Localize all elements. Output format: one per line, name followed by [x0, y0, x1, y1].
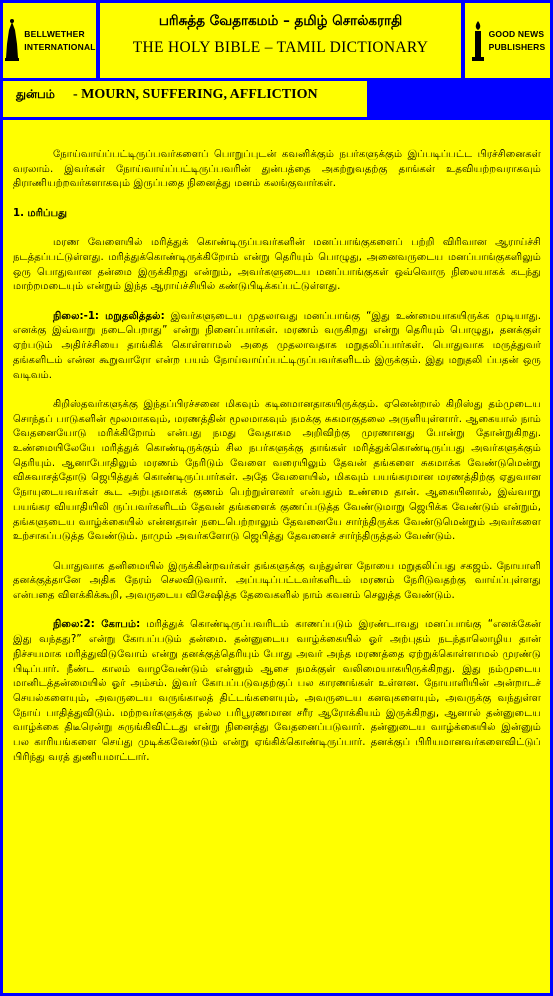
left-logo-line1: BELLWETHER — [24, 28, 85, 39]
stage1-label: நிலை:-1: மறுதலித்தல்: — [53, 310, 165, 322]
section-title: 1. மரிப்பது — [13, 207, 68, 219]
stage1-text: இவர்களுடைய முதலாவது மனப்பாங்கு “இது உண்மையாகயிருக்க முடியாது. எனக்கு இவ்வாறு நடைபெறாது” என்று நினைப்பார்கள். மரணம் வருகிறது என்று தெரியும் பொழுது, தனக்குள் ஏற்படும் அதிர்ச்சியை தாங்கிக் கொள்ளாமல் அதை முதலாவதாக மறுதலிப்பார்கள். பொதுவாக மருத்துவர் தங்களிடம் என்ன கூறுவாரோ என்ற பயம் நோய்வாய்ப்பட்டிருப்பவர்களிடம் இருக்கும். இது மறுதலி ப்பதன் ஒரு வடிவம். — [13, 310, 541, 381]
title-english: THE HOLY BIBLE – TAMIL DICTIONARY — [132, 39, 429, 56]
heading-english: - MOURN, SUFFERING, AFFLICTION — [72, 87, 318, 102]
stage2-paragraph — [13, 618, 541, 765]
good-news-logo — [465, 3, 550, 78]
alone-paragraph: பொதுவாக தனிமையில் இருக்கின்றவர்கள் தங்களுக்கு வந்துள்ள நோயை மறுதலிப்பது சகஜம். நோயாளி தனக்குத்தானே அதிக நேரம் செலவிடுவார். அப்படிப்பட்டவர்களிடம் மரணம் நேரிடுவதற்கு வாய்ப்புள்ளது என்பதை விளக்கிக்கூறி, அவருடைய விசேஷித்த தேவைகளில் நாம் கவனம் செலுத்த வேண்டும். — [13, 560, 541, 602]
right-logo-line1: GOOD NEWS — [488, 28, 545, 39]
stage1-paragraph — [13, 310, 541, 384]
title-tamil: பரிசுத்த வேதாகமம் – தமிழ் சொல்கராதி — [158, 13, 403, 29]
entry-body — [3, 120, 550, 993]
heading-tamil: துன்பம் — [16, 87, 55, 101]
left-logo-line2: INTERNATIONAL — [24, 41, 96, 52]
right-logo-line2: PUBLISHERS — [488, 41, 546, 52]
section1-paragraph: மரண வேளையில் மரித்துக் கொண்டிருப்பவர்களின் மனப்பாங்குகளைப் பற்றி விரிவான ஆராய்ச்சி நடத்தப்பட்டுள்ளது. மரித்துக்கொண்டிருக்கிறோம் என்று தெரியும் பொழுது, அனைவருடைய மனப்பாங்குகளிலும் ஒரு பொதுவான தன்மை இருக்கிறது என்றும், அவர்களுடைய மனப்பாங்குகள் ஒவ்வொரு நிலையாகக் கடந்து மாற்றமடையும் என்றும் இந்த ஆராய்ச்சியில் கண்டுபிடிக்கப்பட்டுள்ளது. — [13, 237, 541, 293]
stage2-text: மரித்துக் கொண்டிருப்பவரிடம் காணப்படும் இரண்டாவது மனப்பாங்கு “எனக்கேன் இது வந்தது?” என்று கோபப்படும் தன்மை. தன்னுடைய வாழ்க்கையில் ஓர் அற்புதம் நடந்தாலொழிய தான் நிச்சயமாக மரித்துவிடுவோம் என்று தனக்குத்தெரியும் போது அவர் அந்த மரணத்தை ஏற்றுக்கொள்ளாமல் முரண்டு பிடிப்பார். நீண்ட காலம் வாழவேண்டும் என்னும் ஆசை நமக்குள் வலிமையாகயிருக்கிறது. இது நம்முடைய மானிடத்தன்மையில் ஓர் அம்சம். இவர் கோபப்படுவதற்குப் பல காரணங்கள் உள்ளன. நோயாளியின் அன்றாடச் செயல்களையும், அவருடைய வருங்காலத் திட்டங்களையும், அவருடைய கனவுகளையும், அவருக்கு வந்துள்ள நோய் பாதித்துவிடும். மற்றவர்களுக்கு நல்ல பரிபூரணமான சரீர ஆரோக்கியம் இருக்கிறது, ஆனால் தன்னுடைய வாழ்க்கை திடீரென்று சுருங்கிவிட்டது என்று நினைத்து வேதனைப்படுவார். தன்னுடைய வாழ்க்கையில் இன்னும் பல காரியங்களை செய்து முடிக்கவேண்டும் என்று ஏங்கிக்கொண்டிருப்பார். தனக்குப் பிரியமானவர்களைவிட்டுப் பிரிந்து வரத் துணியமாட்டார். — [13, 619, 541, 763]
christians-paragraph: கிறிஸ்தவர்களுக்கு இந்தப்பிரச்சனை மிகவும் கடினமானதாகயிருக்கும். ஏனென்றால் கிறிஸ்து தம்முடைய சொந்தப் பாடுகளின் மூலமாகவும், மரணத்தின் மூலமாகவும் நமக்கு சுகமாகுதலை அருளியுள்ளார். ஆகையால் நாம் வேதனையோடு மரிக்கிறோம் என்பது நமது வேதாகம அறிவிற்கு முரணானது போன்று தோன்றுகிறது. உண்மையிலேயே மரித்துக் கொண்டிருக்கும் சில நபர்களுக்கு தாங்கள் மரித்துக்கொண்டிருப்பது அவர்களுக்கும் தெரியும். ஆனாபோதிலும் மரணம் நேரிடும் வேளை வரையிலும் தேவன் தங்களை சுகமாக்க வேண்டுமென்று விசுவாசத்தோடு ஜெபித்துக் கொண்டிருப்பார்கள். அதே வேளையில், மிகவும் பயங்கரமான மரணத்திற்கு ஏதுவான நோயுடையவர்கள் கூட அற்புதமாகக் குணம் பெற்றுள்ளனர் என்பதும் உண்மை தான். ஆகையினால், இவ்வாறு பயங்கர வியாதியிலி ருப்பவர்களிடம் தேவன் தங்களைக் குணப்படுத்த வேண்டுமாறு ஜெபிக்க வேண்டும் என்றும், தங்களுடைய வாழ்க்கையில் என்னதான் நடைபெற்றாலும் தேவனையே சார்ந்திருக்க வேண்டுமென்றும் அவர்களை உற்சாகப்படுத்த வேண்டும். நாமும் அவர்களோடு ஜெபித்து தேவனைச் சார்ந்திருத்தல் வேண்டும். — [13, 398, 541, 543]
entry-heading — [3, 81, 367, 117]
title-banner — [100, 3, 461, 78]
bellwether-icon — [3, 18, 21, 64]
candle-icon — [470, 19, 486, 63]
bellwether-logo — [3, 3, 96, 78]
stage2-label: நிலை:2: கோபம்: — [53, 619, 141, 631]
intro-paragraph: நோய்வாய்ப்பட்டிருப்பவர்களைப் பொறுப்புடன் கவனிக்கும் நபர்களுக்கும் இப்படிப்பட்ட பிரச்சினைகள் வரலாம். இவர்கள் நோய்வாய்ப்பட்டிருப்பவரின் துன்பத்தை அகற்றுவதற்கு தாங்கள் உதவியற்றவராகவும் திராணியற்றவர்களாகவும் இருப்பதை நினைத்து மனம் கலங்குவார்கள். — [13, 149, 541, 190]
